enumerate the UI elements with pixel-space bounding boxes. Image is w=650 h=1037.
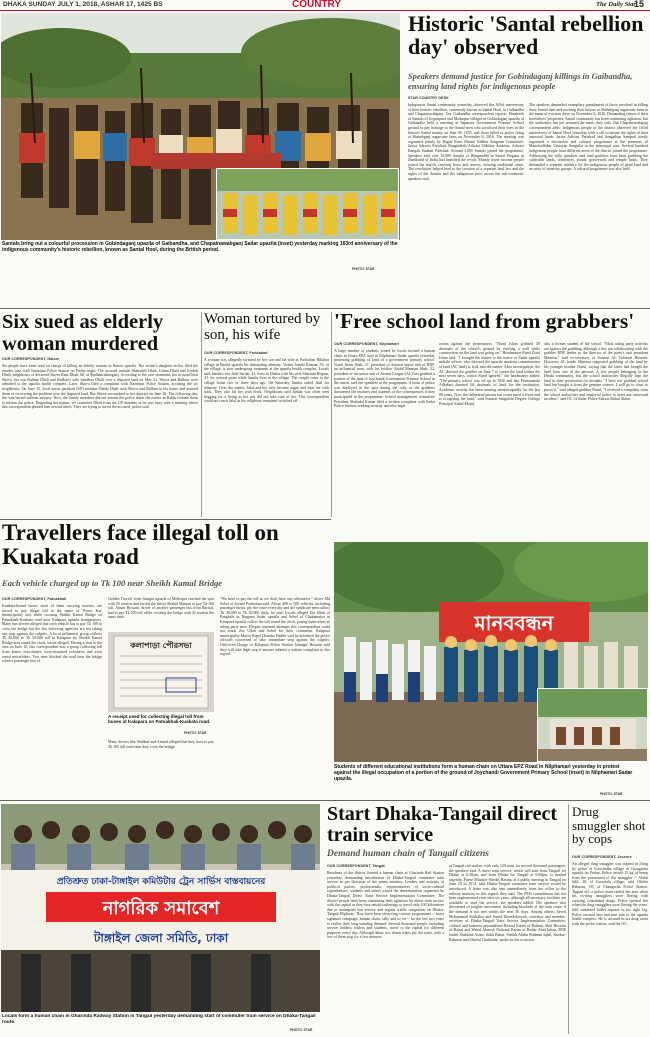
train-human-chain-photo (1, 804, 320, 1012)
divider (331, 312, 332, 517)
train-photo-credit: PHOTO: STAR (290, 1028, 313, 1032)
divider (0, 519, 331, 520)
toll-caption: A receipt used for collecting illegal toll from buses at Kalapara on Patuakhali-Kuakata road. (108, 714, 211, 725)
section-label: COUNTRY (292, 0, 342, 10)
santal-caption: Santals bring out a colourful procession in Gobindaganj upazila of Gaibandha, and Chapainawabganj Sadar upazila (inset) yesterday marking 163rd anniversary of the indigenous community's historic rebellion, known as Santal Hool, during the British period. (2, 241, 398, 253)
six-sued-byline: OUR CORRESPONDENT, Natore (2, 357, 60, 361)
banner-text: মানববন্ধন (474, 611, 554, 635)
toll-body-col2: Golden Travels' from Gangni upazila of Meherpur reached the spot with 50 tourists and forced the driver Shahid Mamun to pay Tk 100 toll. Ahsan Hossain, driver of another passenger bus from Barisal, had to pay Tk 100 toll while crossing the bridge with 45 tourists the same time. (108, 597, 214, 620)
receipt-title: কলাপাড়া পৌরসভা (130, 641, 192, 650)
school-caption: Students of different educational institutions form a human chain on Uttara EPZ Road in Nilphamari yesterday in protest against the illegal occupation of a portion of the ground of Joychandi Government Primary School (inset) in Nilphamari Sadar upazila. (334, 764, 633, 782)
paper-logo: The Daily Star (596, 1, 636, 8)
santal-inset-photo (216, 168, 399, 240)
santal-headline: Historic 'Santal rebellion day' observed (408, 12, 644, 60)
smuggler-body: An alleged drug smuggler was injured in firing by police at Gowchalka village in Chaugacha upazila on Friday. Police seized 15 kg of hemp from the possession of the smuggler -- Abdul Jalil, 38, of Gorurtala village, said Ohidur Rahman, OC of Chaugacha Police Station. Tipped off, a police team raided the area when his ex-drug smugglers were fleeing with carrying contraband drugs. Police opened fire when the drug smugglers were fleeing the scene. Jalil sustained bullet injuries in his right leg. Police rescued him and sent him to the upazila health complex. He is accused in six drug cases with the police station, said the OC. (572, 862, 648, 926)
masthead (0, 0, 650, 10)
divider (0, 308, 650, 309)
train-body-col1: Residents of the district formed a human chain at Gharinda Rail Station yesterday, demanding introduction of Dhaka-Tangail commuter train service as per direction of the prime minister. Leaders and activists of political parties, professionals, representatives of socio-cultural organisations, students and others joined the demonstration organised by Dhaka-Tangail Direct Train Service Implementation Committee. The district people have been continuing their agitation for direct train service with the capital as they face untold sufferings to travel only 100 kilometres due to inadequate bus service and regular traffic congestion on Dhaka-Tangail Highway. They have been observing various programmes -- mass signature campaign, human chain, rally and so on -- for the last two years to realise their long-standing demand. Several thousand people, including service holders, traders and students, travel to the capital for different purposes every day. Although about two dozen trains ply the route, only a few of them stop for a few minutes (327, 871, 444, 940)
woman-tortured-headline: Woman tortured by son, his wife (204, 312, 321, 343)
school-land-headline: 'Free school land from grabbers' (334, 310, 635, 333)
divider (0, 800, 650, 801)
toll-dek: Each vehicle charged up to Tk 100 near Sheikh Kamal Bridge (2, 578, 223, 588)
school-land-byline: OUR CORRESPONDENT, Nilphamari (334, 342, 400, 346)
santal-dek: Speakers demand justice for Gobindaganj killings in Gaibandha, ensuring land rights for indigenous people (408, 72, 633, 91)
train-caption: Locals form a human chain in Gharinda Railway Station in Tangail yesterday demanding start of commuter train service on Dhaka-Tangail route. (2, 1014, 316, 1025)
toll-receipt-photo (108, 632, 214, 712)
divider (568, 804, 569, 1034)
train-dek: Demand human chain of Tangail citizens (327, 849, 489, 859)
banner-text: প্রতিশ্রুত ঢাকা-টাঙ্গাইল কমিউটার ট্রেন সার্ভিস বাস্তবায়নের (56, 877, 266, 887)
six-sued-body: Six people have been sued on charge of killing an elderly woman in Natore upazila. The victim's daughter-in-law filed the murder case with Naziripur Police Station on Friday night. The accused include Shahadeb Dhali, Uttam Dhali and Joydeb Dhali, neighbours of deceased Shova Rani Dhali, 60, of Radhakrishnaganj. According to the case statement, the accused beat Shova, her son Bulbun Dhali and Bulbun's wife Sandhya Dhali over a disputed land on May 31. Shova and Bulbun were admitted to the upazila health complex. Later, Shova filed a complaint with Naziripur Police Station, accusing the six neighbours. On June 15, local union parishad (UP) member Bablu Dhali took Shova and Bulbun to his home and assured them of recovering the problem over the disputed land. But Shova succumbed to her injuries on June 26. The following day, she was buried without autopsy. Now, the family members did not inform the police about the matter as Bablu forbade them to inform the police. Regarding the matter, we contacted Dhali from the UP member as he was busy with a meeting where this correspondent phoned him several times. They are trying to arrest the accused, police said. (2, 364, 198, 410)
school-land-body-col1: A large number of students joined by locals formed a human chain in Uttara EPZ road in Nilphamari Sadar upazila yesterday protesting grabbing of land of a government primary school. Nurul Islam Shah, 47, president of Sonarai union unit of BNP, an influential man, with his brother Abdul Mannan Shah, 52, president of the union unit of Awami League (AL) has grabbed a portion of the land of Joychandi Government Primary School in the union, said the speakers at the programme. A team of police was deployed in the spot during the rally as the grabbers threatened the teachers and students of the consequences if they participated in the programme. School management committee President Shahidul Kamar filed a written complaint with Sadar Police Station, seeking security and also legal (334, 349, 435, 409)
banner-text: টাঙ্গাইল জেলা সমিতি, ঢাকা (93, 931, 229, 945)
page-number: 15 (634, 0, 645, 9)
train-headline: Start Dhaka-Tangail direct train service (327, 804, 558, 846)
divider (201, 312, 202, 517)
toll-body-col1: Kuakata-bound buses, most of them carrying tourists, are forced to pay illegal toll in the name of 'Pouro Kar' (municipality tax) while crossing Sheikh Kamal Bridge on Patuakhali-Kuakata road near Kalapara upazila headquarters. Many bus drivers alleged that each vehicle has to pay Tk 100 to cross the bridge but the law enforcing agencies are not taking any step against the culprits. A local influential group collects Tk 40,000 to Tk 50,000 toll in Kalapara by Sheikh Kamal Bridge area round the clock, locals alleged. During a visit to the area on June 10, this correspondent saw a group collecting toll from buses, microbuses, lorry-mounted rickshaws and even rental motorbikes. Two men blocked the road near the bridge when a passenger bus of (2, 604, 102, 664)
toll-photo-credit: PHOTO: STAR (184, 731, 207, 735)
woman-tortured-body: A woman was allegedly tortured by her son and his wife at Pushchim Billabar village in Bazlul upazila for demanding alimony. Victim Jamila Khatun, 55, of the village, is now undergoing treatment at the upazila health complex. Locals said Jamila's son Jalal Sardar, 42, lives in Dhaka with his wife Sharmin Begum, 23, for several years while Jamila lives at the village. The couple came to the village home two or three days ago. On Saturday, Jamila asked Jalal for alimony. Over the matter, Jalal and his wife became angry and beat her with stick. They also hit her with brick. Neighbours said Jamila was often seen begging for a living as her son did not take care of her. This correspondent could not reach Jalal as his cellphone remained switched off. (204, 358, 329, 404)
banner-text: নাগরিক সমাবেশ (102, 898, 220, 919)
train-byline: OUR CORRESPONDENT, Tangail (327, 864, 386, 868)
santal-byline: STAR COUNTRY DESK (408, 96, 449, 100)
school-inset-photo (537, 688, 648, 762)
train-body-col2: at Tangail rail station, with only 120 seats for several thousand passengers, the speakers said. A direct train service, which will start from Tangail for Dhaka at 6:30am, and from Dhaka for Tangail at 6:00pm, is needed urgently. Prime Minister Sheikh Hasina, at a public meeting in Tangail on June 10 in 2012, said Dhaka-Tangail commuter train service would be introduced. A letter was also sent immediately from her office to the railway ministry in this regard, they said. The PM's commitment has not been implemented even after six years, although all necessary facilities are available to start the service, the speakers added. The speakers also threatened of tougher movement, including blockade of the train route, if the demand is not met within the next 30 days. Among others, Saved Mohammad Sukhdhar and Saeed Khondokeryab, convenor and member-secretary of Dhaka-Tangail Train Service Implementation Committee; cultural and business personalities Rezaul Karim of Raihan, Abul Hossain of Baisal and Wahid Ahmed; National Karim of Bashir Abid Jahari, BNP leader Shahidul Azam, Sabir Bahar, Sheikh Abdur Rahman Iqbal, Saeduz-Rahman and Shafiul Chakladar, spoke on the occasion. (449, 864, 566, 942)
masthead-date: DHAKA SUNDAY JULY 1, 2018, ASHAR 17, 1425 BS (3, 1, 163, 8)
school-land-body-col3: also a former student of the school. "Most ruling party activists are against the grabbing, although a few are collaborating with the grabber BNP leader as the director of the party's unit president Mannan," said ex-secretary of Sonarai AL Tofazzal Hossain. However, AL leader Mannan supported grabbing of the land by his younger brother Nurul, saying that the latter had bought the land from one of the persons. A few people belonging to the Hindu community, but the school authorities illegally kept the land in their possession for decades. "I have not grabbed school land but bought it from the genuine owners. I will go to court to prove it," said alleged grabber Nurul. "I received a complaint from the school authorities and deployed police to avert any untoward incident," said OC of Sadar Police Station Bahul Akbar. (544, 342, 648, 402)
smuggler-headline: Drug smuggler shot by cops (572, 805, 646, 847)
santal-photo-credit: PHOTO: STAR (352, 267, 375, 271)
school-photo-credit: PHOTO: STAR (600, 792, 623, 796)
six-sued-headline: Six sued as elderly woman murdered (2, 312, 164, 355)
smuggler-byline: OUR CORRESPONDENT, Jessore (572, 855, 632, 859)
toll-body-col3: "We have to pay the toll as we don't have any alternative," driver Md Sohel of Joynal Paribahan said. About 400 to 500 vehicles, including passenger buses, ply the route everyday and the syndicate men collect Tk 40,000 to Tk 50,000 daily, he said. Locals alleged Ziu Jillah of Pangbala in Barguna Sadar upazila and Sohel of Chakamaiya in Kalapara upazila collect the toll round the clock, posing themselves as ruling party men. Despite repeated attempts this correspondent could not reach Ziu Ullah and Sohel for their comments. Kalapara municipality Mayor Bipul Chandra Halder said he informed the police officials concerned to take immediate step against the culprits. Officer-in-Charge of Kalapara Police Station Jahangir Hossain said they will take legal step if anyone submits a written complaint in this regard. (220, 597, 330, 657)
toll-headline: Travellers face illegal toll on Kuakata road (2, 521, 279, 570)
santal-body-col1: Indigenous Santal community yesterday observed the 163rd anniversary of their historic rebellion, commonly known as Santal Hool, in Gaibandha and Chapainawabganj. Our Gaibandha correspondent reports: Hundreds of Santals of Joypurpara and Madarpur villages in Gobindaganj upazila of Gaibandha held a meeting at Sapmara Government Primary School ground to pay homage to the Santal men who sacrificed their lives in the historic Santal mutiny on June 30, 1855, and those killed in police firing at Shahebganj sugarcane farm on November 6, 2016. The meeting was organised jointly by Bagda Farm Bhumi Uddhar Sangram Committee, Jatiya Adivasi Parishad, Bangladesh Adivasi Odhikar Andolon, Adivasi Bangali Sanhati Parishad. Around 3,000 Santals joined the programme. Speakers said over 10,000 Santals of Bhagnadihi in Santal Pargana in Jharkhand of India had launched the revolt. Mainly lower income people joined the march, carrying bows and arrows, wearing traditional attire. The revolution helped lead to the creation of a separate land law and the rights of the Santals and the indigenous poor across the sub-continent, speakers said. (408, 103, 524, 181)
toll-byline: OUR CORRESPONDENT, Patuakhali (2, 597, 67, 601)
toll-body-col2b: Many drivers like Shahbul and Amzad alleged that they have to pay Tk 100 toll each time they cross the bridge. (108, 740, 214, 749)
school-land-body-col2: action against the perpetrators. "Nurul Islam grabbed 50 decimals of the school's ground by erecting a wall while construction on the land was going on," Headmaster Ratul Ziaul Islam said. "I brought the matter to the notice of Sadar upazila nirbahi officer, who directed the upazila assistant commissioner of land (AC land) to look into the matter. After investigation, the AC directed the grabber on June 7 to vacate the land within the next seven days, which Nurul ignored," the headmaster added. "The primary school was set up in 1930 and late Pramananda Adhikari donated 66 decimals of land for the institution. Academic activity has been running uninterruptedly for the last 88 years. Now the influential person has constructed a fence and is occupying the land," said Sonarai-Sangalshi Degree College Principal Abdul Majid, (439, 342, 540, 406)
woman-tortured-byline: OUR CORRESPONDENT, Faridabad (204, 351, 268, 355)
masthead-rule (0, 10, 650, 11)
santal-body-col2: The speakers demanded exemplary punishment of those involved in killing three Santal men and torching their houses at Shahebganj sugarcane farm in the name of eviction drive on November 6, 2016. Demanding return of their forefathers' properties, Santal community has been continuing agitation, but the authorities has not returned the same, they said. Our Chapainawabganj correspondent adds: Indigenous people of the district observed the 163rd anniversary of Santal Hool yesterday with a call to ensure the rights of their ancestral lands. Jatiya Adivasi Parishad and Sangathan Sampad jointly organised a discussion and cultural programme at the premises of Manobadhikar Unnayan Sangstha in the municipal area. Several hundred indigenous people from different areas of the district joined the programme. Addressing the rally, speakers said land grabbers have been grabbing the cultivable lands, residences, ponds, graveyards and temple lands. They demanded a separate ministry for the indigenous people of plain land and security of minority groups. A cultural programme was also held. (529, 103, 648, 172)
